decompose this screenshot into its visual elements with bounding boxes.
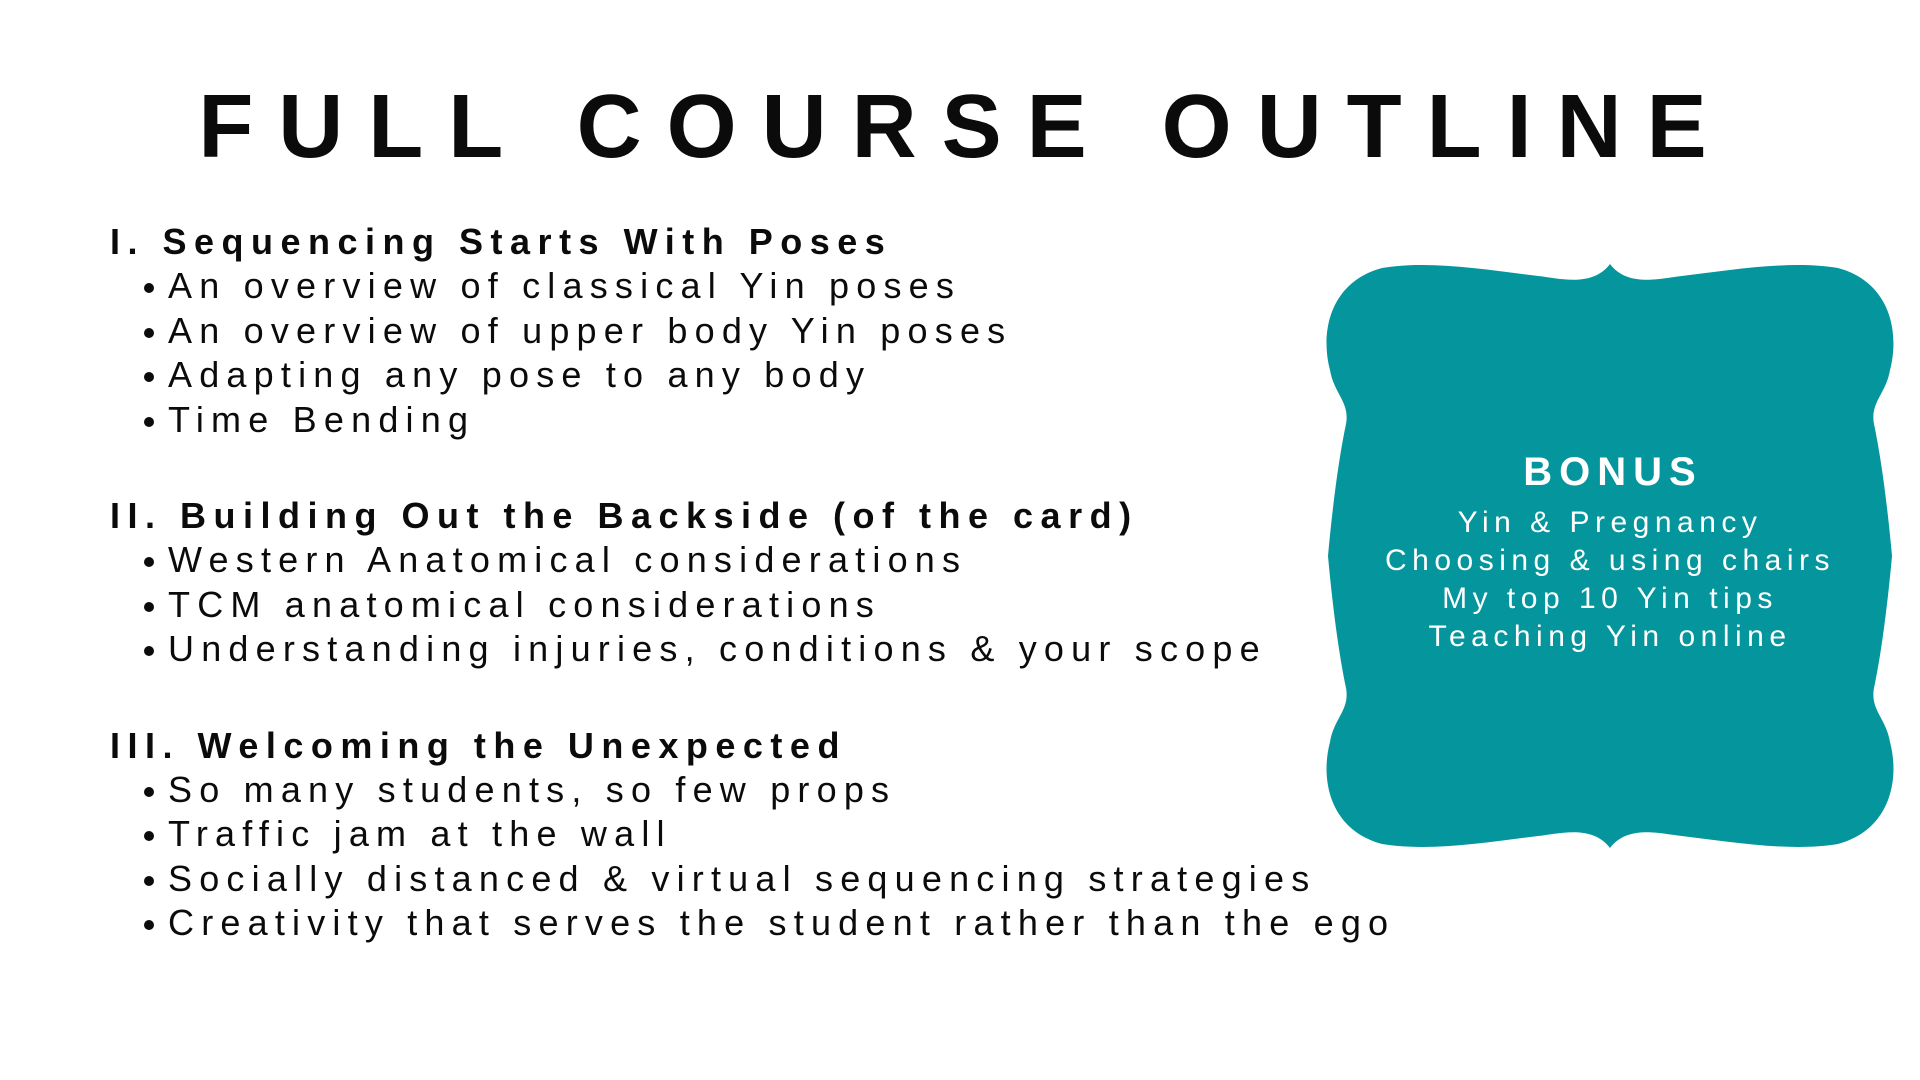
list-item: TCM anatomical considerations — [142, 583, 1410, 628]
bonus-item: Choosing & using chairs — [1384, 544, 1835, 577]
list-item: Understanding injuries, conditions & your scope — [142, 627, 1410, 672]
list-item: Traffic jam at the wall — [142, 812, 1410, 857]
section-item-list — [110, 264, 1410, 442]
bonus-content — [1322, 262, 1898, 850]
bonus-title: BONUS — [1523, 450, 1703, 494]
list-item: Adapting any pose to any body — [142, 353, 1410, 398]
list-item: Socially distanced & virtual sequencing strategies — [142, 857, 1410, 902]
bonus-box — [1322, 262, 1898, 850]
list-item: Creativity that serves the student rather than the ego — [142, 901, 1410, 946]
bonus-item: My top 10 Yin tips — [1442, 582, 1778, 615]
list-item: An overview of upper body Yin poses — [142, 309, 1410, 354]
outline-section — [110, 220, 1410, 442]
section-heading: II. Building Out the Backside (of the card) — [110, 495, 1139, 536]
list-item: An overview of classical Yin poses — [142, 264, 1410, 309]
section-item-list — [110, 538, 1410, 672]
outline-section — [110, 494, 1410, 672]
list-item: So many students, so few props — [142, 768, 1410, 813]
list-item: Western Anatomical considerations — [142, 538, 1410, 583]
section-heading: III. Welcoming the Unexpected — [110, 724, 847, 766]
bonus-item-list — [1322, 504, 1898, 656]
list-item: Time Bending — [142, 398, 1410, 443]
page-title: FULL COURSE OUTLINE — [198, 77, 1732, 177]
section-heading: I. Sequencing Starts With Poses — [110, 221, 893, 262]
outline-section — [110, 724, 1410, 946]
course-outline — [110, 220, 1410, 946]
bonus-item: Teaching Yin online — [1428, 620, 1792, 653]
section-item-list — [110, 768, 1410, 946]
bonus-item: Yin & Pregnancy — [1457, 506, 1763, 539]
